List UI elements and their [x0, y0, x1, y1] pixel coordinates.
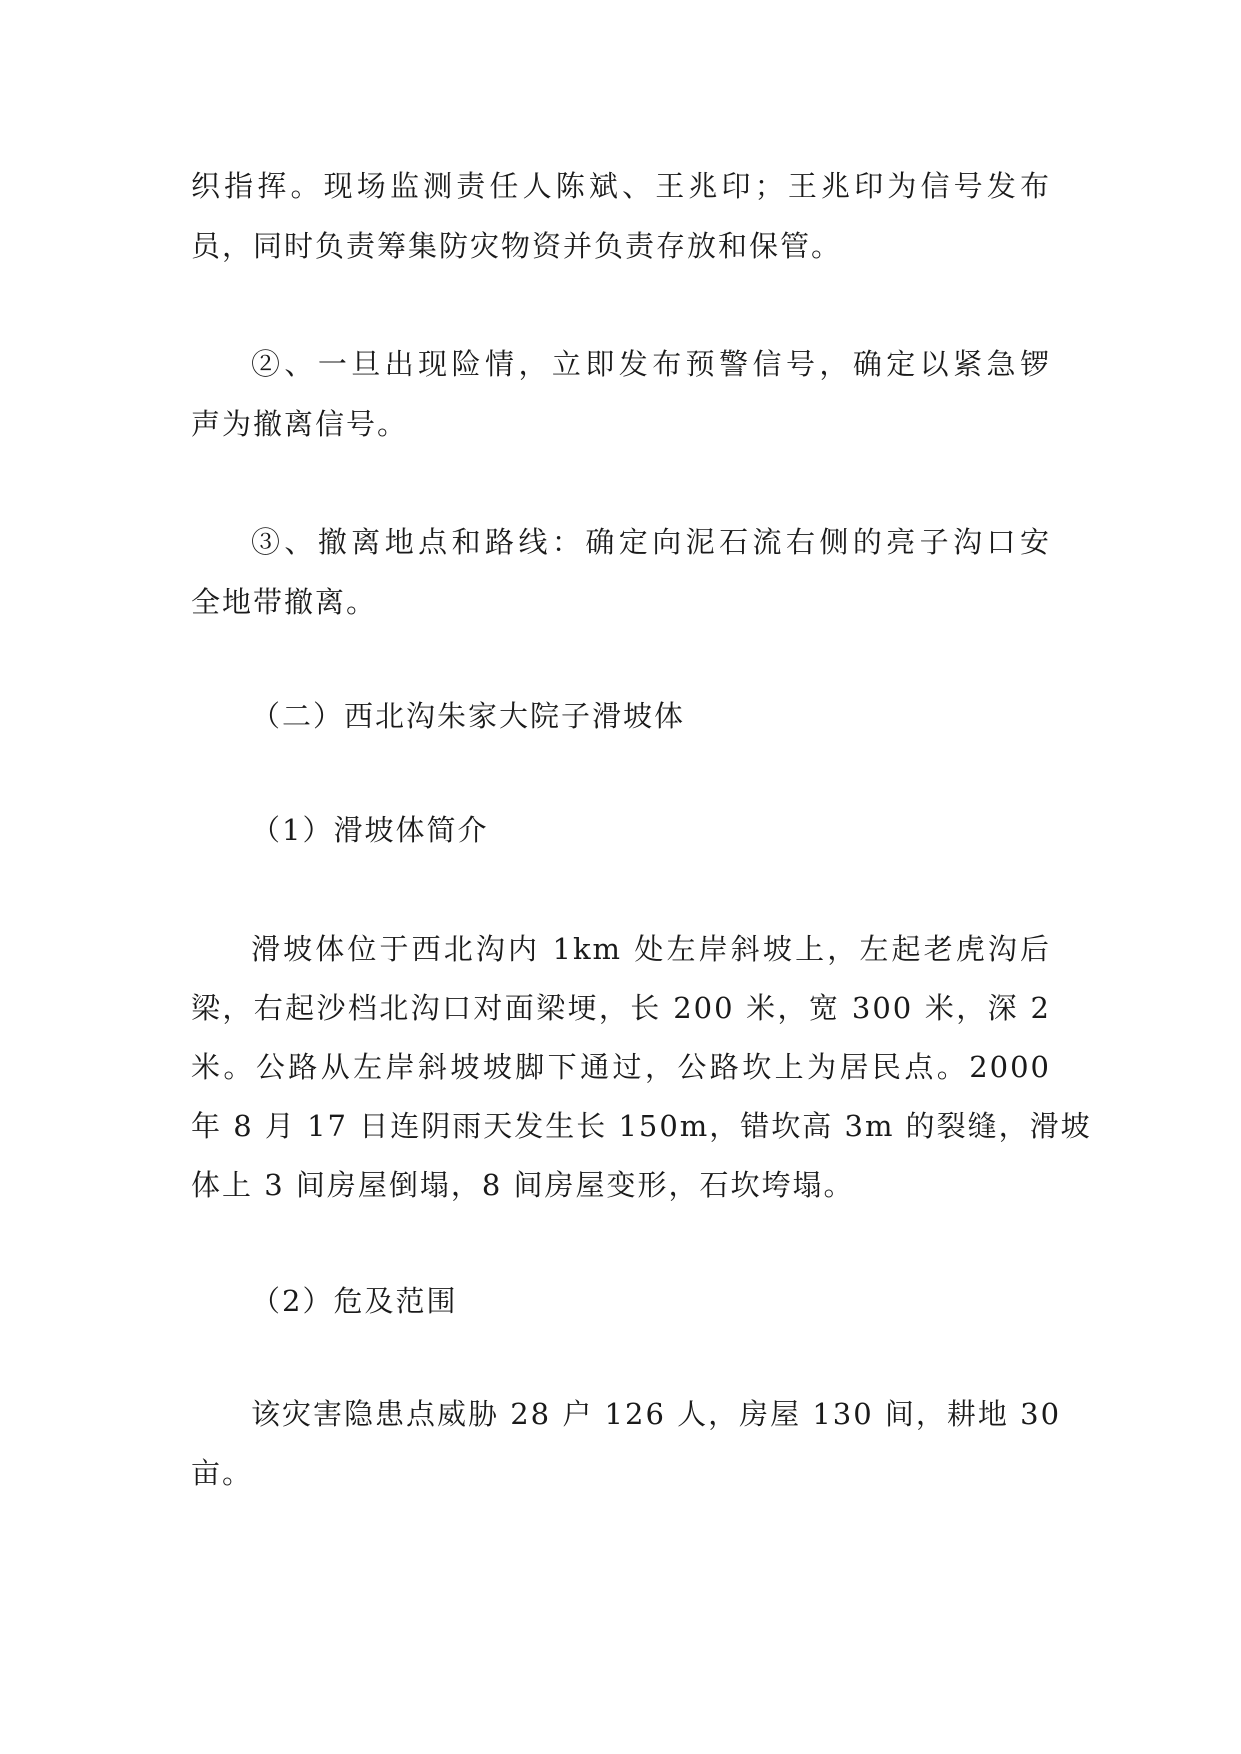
paragraph-line: 亩。 — [191, 1456, 254, 1490]
paragraph-line: 织指挥。现场监测责任人陈斌、王兆印；王兆印为信号发布 — [191, 169, 1051, 203]
subsection-heading: （1）滑坡体简介 — [251, 813, 489, 847]
paragraph-line: 声为撤离信号。 — [191, 407, 409, 441]
paragraph-line: 年 8 月 17 日连阴雨天发生长 150m，错坎高 3m 的裂缝，滑坡 — [191, 1109, 1092, 1143]
paragraph-line: 全地带撤离。 — [191, 585, 378, 619]
paragraph-line: 滑坡体位于西北沟内 1km 处左岸斜坡上，左起老虎沟后 — [251, 932, 1051, 966]
paragraph-line: ②、一旦出现险情，立即发布预警信号，确定以紧急锣 — [251, 347, 1051, 381]
paragraph-line: 员，同时负责筹集防灾物资并负责存放和保管。 — [191, 229, 843, 263]
section-heading: （二）西北沟朱家大院子滑坡体 — [251, 699, 686, 733]
subsection-heading: （2）危及范围 — [251, 1284, 458, 1318]
paragraph-line: 该灾害隐患点威胁 28 户 126 人，房屋 130 间，耕地 30 — [251, 1397, 1062, 1431]
paragraph-line: ③、撤离地点和路线：确定向泥石流右侧的亮子沟口安 — [251, 525, 1051, 559]
paragraph-line: 体上 3 间房屋倒塌，8 间房屋变形，石坎垮塌。 — [191, 1168, 855, 1202]
paragraph-line: 米。公路从左岸斜坡坡脚下通过，公路坎上为居民点。2000 — [191, 1050, 1051, 1084]
paragraph-line: 梁，右起沙档北沟口对面梁埂，长 200 米，宽 300 米，深 2 — [191, 991, 1051, 1025]
